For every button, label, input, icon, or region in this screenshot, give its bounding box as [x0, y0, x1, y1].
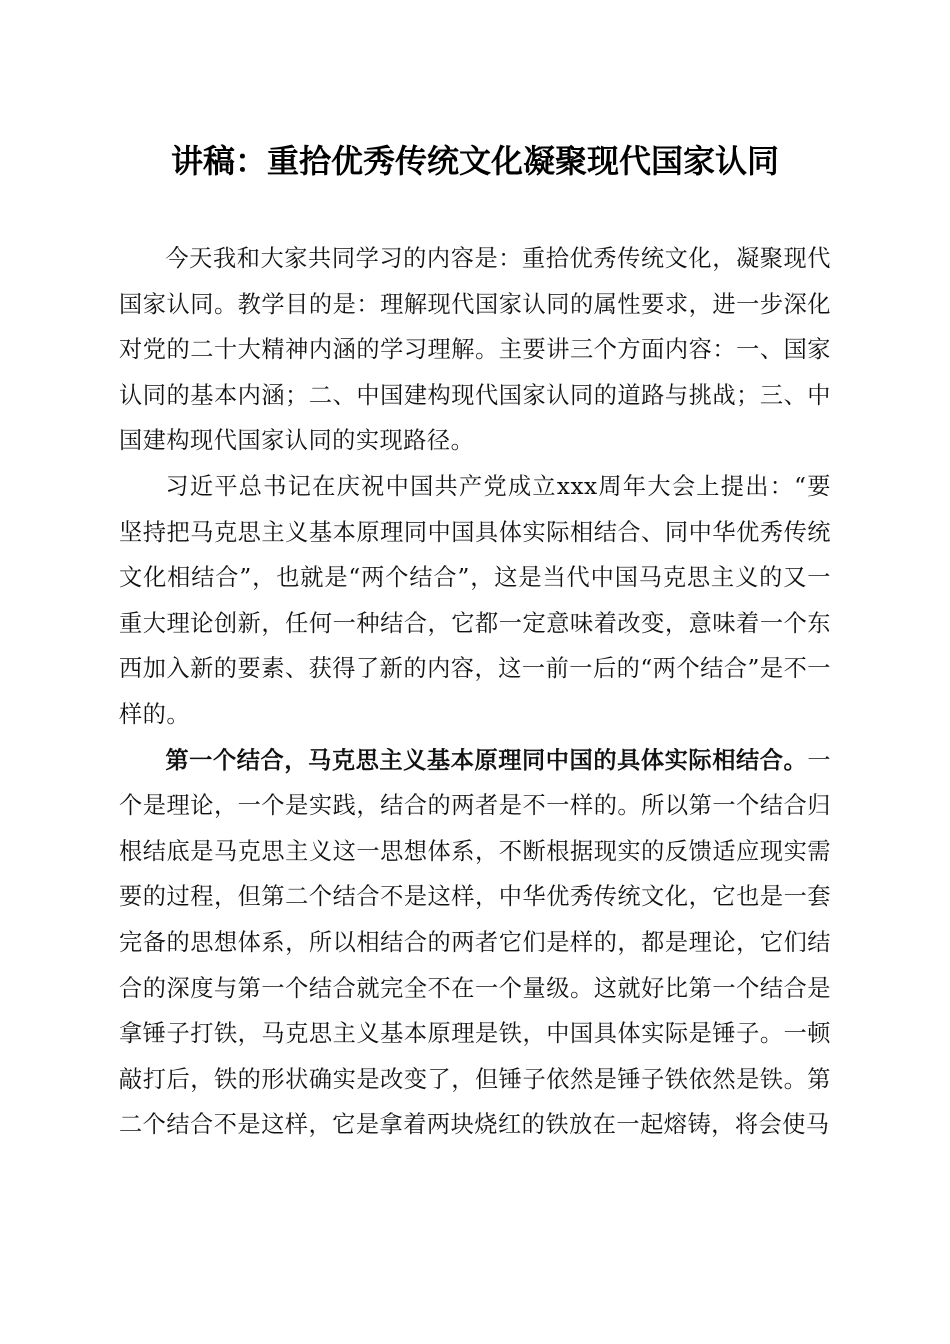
paragraph-two-combinations-text: 习近平总书记在庆祝中国共产党成立xxx周年大会上提出：“要坚持把马克思主义基本原理同中国具体实际相结合、同中华优秀传统文化相结合”，也就是“两个结合”，这是当代中国马克思主义的又一重大理论创新，任何一种结合，它都一定意味着改变，意味着一个东西加入新的要素、获得了新的内容，这一前一后的“两个结合”是不一样的。 — [119, 472, 831, 728]
paragraph-intro — [119, 236, 831, 464]
document-body — [119, 236, 831, 1148]
paragraph-first-combination — [119, 738, 831, 1148]
document-title: 讲稿：重拾优秀传统文化凝聚现代国家认同 — [170, 142, 779, 180]
paragraph-two-combinations — [119, 464, 831, 738]
paragraph-first-combination-heading: 第一个结合，马克思主义基本原理同中国的具体实际相结合。 — [165, 746, 808, 774]
paragraph-intro-text: 今天我和大家共同学习的内容是：重拾优秀传统文化，凝聚现代国家认同。教学目的是：理解现代国家认同的属性要求，进一步深化对党的二十大精神内涵的学习理解。主要讲三个方面内容：一、国家认同的基本内涵；二、中国建构现代国家认同的道路与挑战；三、中国建构现代国家认同的实现路径。 — [119, 245, 831, 455]
paragraph-first-combination-text: 一个是理论，一个是实践，结合的两者是不一样的。所以第一个结合归根结底是马克思主义这一思想体系，不断根据现实的反馈适应现实需要的过程，但第二个结合不是这样，中华优秀传统文化，它也是一套完备的思想体系，所以相结合的两者它们是样的，都是理论，它们结合的深度与第一个结合就完全不在一个量级。这就好比第一个结合是拿锤子打铁，马克思主义基本原理是铁，中国具体实际是锤子。一顿敲打后，铁的形状确实是改变了，但锤子依然是锤子铁依然是铁。第二个结合不是这样，它是拿着两块烧红的铁放在一起熔铸，将会使马 — [119, 746, 831, 1139]
